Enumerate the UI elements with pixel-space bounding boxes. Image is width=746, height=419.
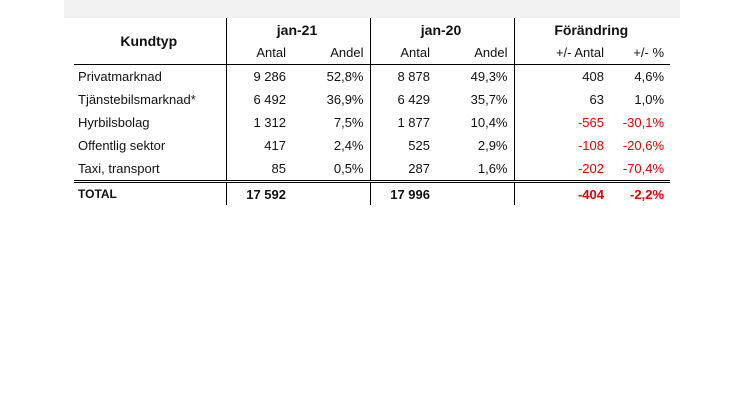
total-diff-antal: -404 [514,182,610,206]
header-row-groups [74,18,670,41]
cell-diff-pct: -20,6% [622,138,665,153]
cell-andel-jan20: 1,6% [477,161,508,176]
subheader-diff-antal: +/- Antal [514,41,610,65]
cell-antal-jan21: 1 312 [226,111,292,134]
cell-antal-jan21: 417 [226,134,292,157]
cell-andel-jan21: 52,8% [326,69,364,84]
cell-antal-jan20: 8 878 [370,65,436,89]
cell-antal-jan20: 525 [370,134,436,157]
subheader-diff-pct: +/- % [610,41,670,65]
total-row [74,182,670,206]
cell-antal-jan20: 287 [370,157,436,182]
total-diff-pct: -2,2% [610,182,670,206]
cell-diff-pct: 4,6% [634,69,665,84]
top-band [64,0,680,18]
cell-antal-jan20: 6 429 [370,88,436,111]
cell-antal-jan21: 9 286 [226,65,292,89]
cell-antal-jan21: 85 [226,157,292,182]
group-header-jan21: jan-21 [226,18,370,41]
total-antal-jan20: 17 996 [370,182,436,206]
cell-andel-jan21: 36,9% [326,92,364,107]
group-header-change: Förändring [514,18,670,41]
cell-diff-antal: 63 [514,88,610,111]
cell-andel-jan20: 49,3% [470,69,508,84]
cell-antal-jan20: 1 877 [370,111,436,134]
total-andel-jan21 [292,182,370,206]
total-antal-jan21: 17 592 [226,182,292,206]
total-label: TOTAL [74,182,226,206]
subheader-antal-jan21: Antal [226,41,292,65]
row-label: Offentlig sektor [78,138,166,153]
cell-diff-antal: -202 [514,157,610,182]
row-label: Taxi, transport [78,161,160,176]
table-row [74,157,670,182]
cell-andel-jan20: 35,7% [470,92,508,107]
cell-diff-antal: -565 [514,111,610,134]
cell-andel-jan20: 10,4% [470,115,508,130]
registrations-table [74,18,670,205]
cell-antal-jan21: 6 492 [226,88,292,111]
group-header-jan20: jan-20 [370,18,514,41]
table-row [74,88,670,111]
cell-diff-pct: -70,4% [622,161,665,176]
cell-diff-pct: 1,0% [634,92,665,107]
cell-andel-jan21: 2,4% [333,138,364,153]
subheader-andel-jan20: Andel [436,41,514,65]
table-row [74,65,670,89]
kundtyp-header: Kundtyp [74,18,226,65]
cell-diff-antal: 408 [514,65,610,89]
table-row [74,111,670,134]
cell-andel-jan21: 0,5% [333,161,364,176]
cell-diff-antal: -108 [514,134,610,157]
cell-diff-pct: -30,1% [622,115,665,130]
total-andel-jan20 [436,182,514,206]
cell-andel-jan21: 7,5% [333,115,364,130]
subheader-antal-jan20: Antal [370,41,436,65]
row-label: Privatmarknad [78,69,162,84]
row-label: Tjänstebilsmarknad* [78,92,196,107]
cell-andel-jan20: 2,9% [477,138,508,153]
table-row [74,134,670,157]
row-label: Hyrbilsbolag [78,115,150,130]
subheader-andel-jan21: Andel [292,41,370,65]
